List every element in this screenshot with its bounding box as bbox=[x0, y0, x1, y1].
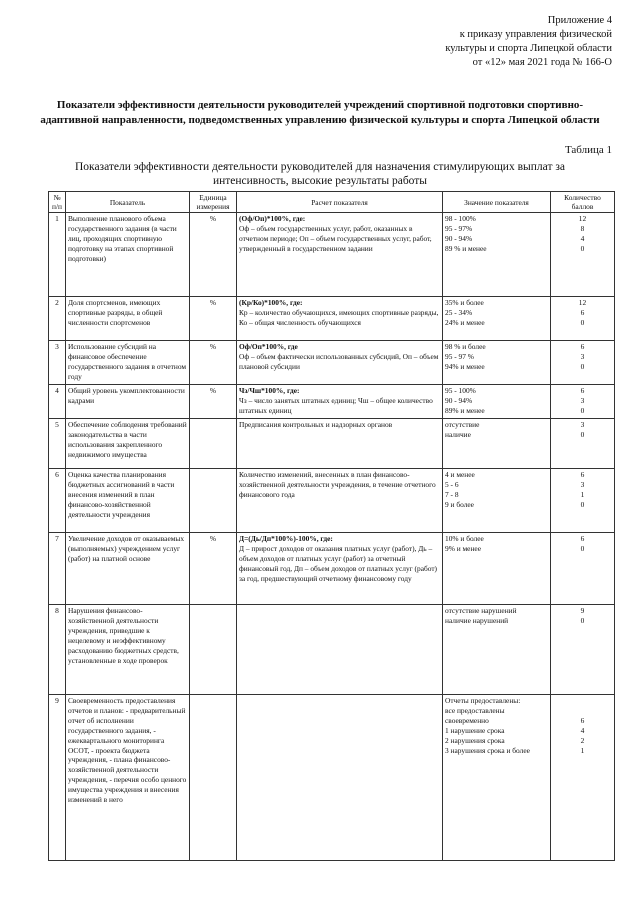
col-header-indicator: Показатель bbox=[66, 192, 190, 213]
document-title: Показатели эффективности деятельности руководителей учреждений спортивной подготовки спортивно-адаптивной направленности, подведомственных управлению физической культуры и спорта Липецкой области bbox=[40, 99, 600, 126]
calc-description: Количество изменений, внесенных в план финансово-хозяйственной деятельности учреждения, в течение отчетного финансового года bbox=[239, 470, 436, 499]
formula: (Кр/Ко)*100%, где: bbox=[239, 298, 303, 307]
col-header-value: Значение показателя bbox=[443, 192, 551, 213]
header-order-line: к приказу управления физической bbox=[459, 29, 612, 40]
table-row bbox=[49, 605, 615, 695]
col-header-calc: Расчет показателя bbox=[237, 192, 443, 213]
row-number: 1 bbox=[49, 213, 66, 297]
score-cell: 6 3 1 0 bbox=[551, 469, 615, 533]
calculation-cell bbox=[237, 695, 443, 861]
unit-cell bbox=[190, 469, 237, 533]
header-appendix: Приложение 4 bbox=[547, 15, 612, 26]
header-org-line: культуры и спорта Липецкой области bbox=[445, 43, 612, 54]
indicator-name: Общий уровень укомплектованности кадрами bbox=[66, 385, 190, 419]
row-number: 6 bbox=[49, 469, 66, 533]
unit-cell: % bbox=[190, 213, 237, 297]
unit-cell: % bbox=[190, 297, 237, 341]
calc-description: Д – прирост доходов от оказания платных услуг (работ), Дь – объем доходов от платных услуг (работ) за отчетный финансовый год, Дп – объем доходов от платных услуг (работ) за год, предшествующий отчетному финансовому году bbox=[239, 543, 438, 583]
calc-description: Кр – количество обучающихся, имеющих спортивные разряды, Ко – общая численность обучающихся bbox=[239, 307, 439, 327]
indicator-name: Своевременность предоставления отчетов и планов: - предварительный отчет об исполнении государственного задания, - ежеквартального мониторинга ОСОТ, - проекта бюджета учреждения, - плана финансово-хозяйственной деятельности учреждения, - перечня особо ценного имущества учреждения и внесения изменений в него bbox=[66, 695, 190, 861]
score-cell: 6 3 0 bbox=[551, 341, 615, 385]
table-subtitle: Показатели эффективности деятельности руководителей для назначения стимулирующих выплат за интенсивность, высокие результаты работы bbox=[74, 161, 565, 187]
table-label: Таблица 1 bbox=[564, 144, 612, 156]
indicator-name: Оценка качества планирования бюджетных ассигнований в части внесения изменений в план финансово-хозяйственной деятельности учреждения bbox=[66, 469, 190, 533]
formula: Чз/Чш*100%, где: bbox=[239, 386, 300, 395]
table-row bbox=[49, 695, 615, 861]
score-cell: 6 4 2 1 bbox=[551, 695, 615, 861]
row-number: 9 bbox=[49, 695, 66, 861]
table-header-row bbox=[49, 192, 615, 213]
value-cell: 98 % и более 95 - 97 % 94% и менее bbox=[443, 341, 551, 385]
table-row bbox=[49, 469, 615, 533]
value-cell: Отчеты предоставлены: все предоставлены своевременно 1 нарушение срока 2 нарушения срока 3 нарушения срока и более bbox=[443, 695, 551, 861]
score-cell: 6 3 0 bbox=[551, 385, 615, 419]
score-cell: 12 8 4 0 bbox=[551, 213, 615, 297]
calculation-cell bbox=[237, 419, 443, 469]
col-header-num: № п/п bbox=[49, 192, 66, 213]
unit-cell: % bbox=[190, 533, 237, 605]
indicators-table bbox=[48, 191, 615, 861]
document-header bbox=[445, 14, 612, 70]
formula: (Оф/Оп)*100%, где: bbox=[239, 214, 306, 223]
indicator-name: Нарушения финансово-хозяйственной деятельности учреждения, приведшие к нецелевому и неэффективному расходованию бюджетных средств, установленные в ходе проверок bbox=[66, 605, 190, 695]
score-cell: 3 0 bbox=[551, 419, 615, 469]
calculation-cell bbox=[237, 533, 443, 605]
calculation-cell bbox=[237, 469, 443, 533]
table-row bbox=[49, 297, 615, 341]
calc-description: Предписания контрольных и надзорных органов bbox=[239, 420, 393, 429]
value-cell: 10% и более 9% и менее bbox=[443, 533, 551, 605]
row-number: 4 bbox=[49, 385, 66, 419]
value-cell: отсутствие нарушений наличие нарушений bbox=[443, 605, 551, 695]
table-row bbox=[49, 533, 615, 605]
formula: Д=(Дь/Дп*100%)-100%, где: bbox=[239, 534, 333, 543]
calculation-cell bbox=[237, 341, 443, 385]
value-cell: 98 - 100% 95 - 97% 90 - 94% 89 % и менее bbox=[443, 213, 551, 297]
row-number: 5 bbox=[49, 419, 66, 469]
unit-cell bbox=[190, 605, 237, 695]
table-row bbox=[49, 213, 615, 297]
calculation-cell bbox=[237, 605, 443, 695]
col-header-unit: Единица измерения bbox=[190, 192, 237, 213]
indicator-name: Использование субсидий на финансовое обеспечение государственного задания в отчетном году bbox=[66, 341, 190, 385]
row-number: 2 bbox=[49, 297, 66, 341]
indicator-name: Увеличение доходов от оказываемых (выполняемых) учреждением услуг (работ) на платной основе bbox=[66, 533, 190, 605]
indicator-name: Доля спортсменов, имеющих спортивные разряды, в общей численности спортсменов bbox=[66, 297, 190, 341]
calculation-cell bbox=[237, 385, 443, 419]
score-cell: 12 6 0 bbox=[551, 297, 615, 341]
value-cell: 35% и более 25 - 34% 24% и менее bbox=[443, 297, 551, 341]
header-date-line: от «12» мая 2021 года № 166-О bbox=[472, 57, 612, 68]
unit-cell: % bbox=[190, 385, 237, 419]
row-number: 7 bbox=[49, 533, 66, 605]
unit-cell bbox=[190, 419, 237, 469]
score-cell: 6 0 bbox=[551, 533, 615, 605]
calc-description: Оф – объем государственных услуг, работ, оказанных в отчетном периоде; Оп – объем государственных услуг, работ, утвержденный в государственном задании bbox=[239, 223, 432, 253]
calculation-cell bbox=[237, 213, 443, 297]
value-cell: 95 - 100% 90 - 94% 89% и менее bbox=[443, 385, 551, 419]
table-row bbox=[49, 419, 615, 469]
calc-description: Чз – число занятых штатных единиц; Чш – общее количество штатных единиц bbox=[239, 395, 433, 415]
value-cell: отсутствие наличие bbox=[443, 419, 551, 469]
unit-cell bbox=[190, 695, 237, 861]
unit-cell: % bbox=[190, 341, 237, 385]
calculation-cell bbox=[237, 297, 443, 341]
col-header-score: Количество баллов bbox=[551, 192, 615, 213]
indicator-name: Обеспечение соблюдения требований законодательства в части использования закрепленного недвижимого имущества bbox=[66, 419, 190, 469]
calc-description: Оф – объем фактически использованных субсидий, Оп – объем плановой субсидии bbox=[239, 351, 439, 371]
value-cell: 4 и менее 5 - 6 7 - 8 9 и более bbox=[443, 469, 551, 533]
row-number: 8 bbox=[49, 605, 66, 695]
table-row bbox=[49, 341, 615, 385]
formula: Оф/Оп*100%, где bbox=[239, 342, 298, 351]
indicator-name: Выполнение планового объема государственного задания (в части лиц, проходящих спортивную подготовку на этапах спортивной подготовки) bbox=[66, 213, 190, 297]
row-number: 3 bbox=[49, 341, 66, 385]
score-cell: 9 0 bbox=[551, 605, 615, 695]
table-row bbox=[49, 385, 615, 419]
